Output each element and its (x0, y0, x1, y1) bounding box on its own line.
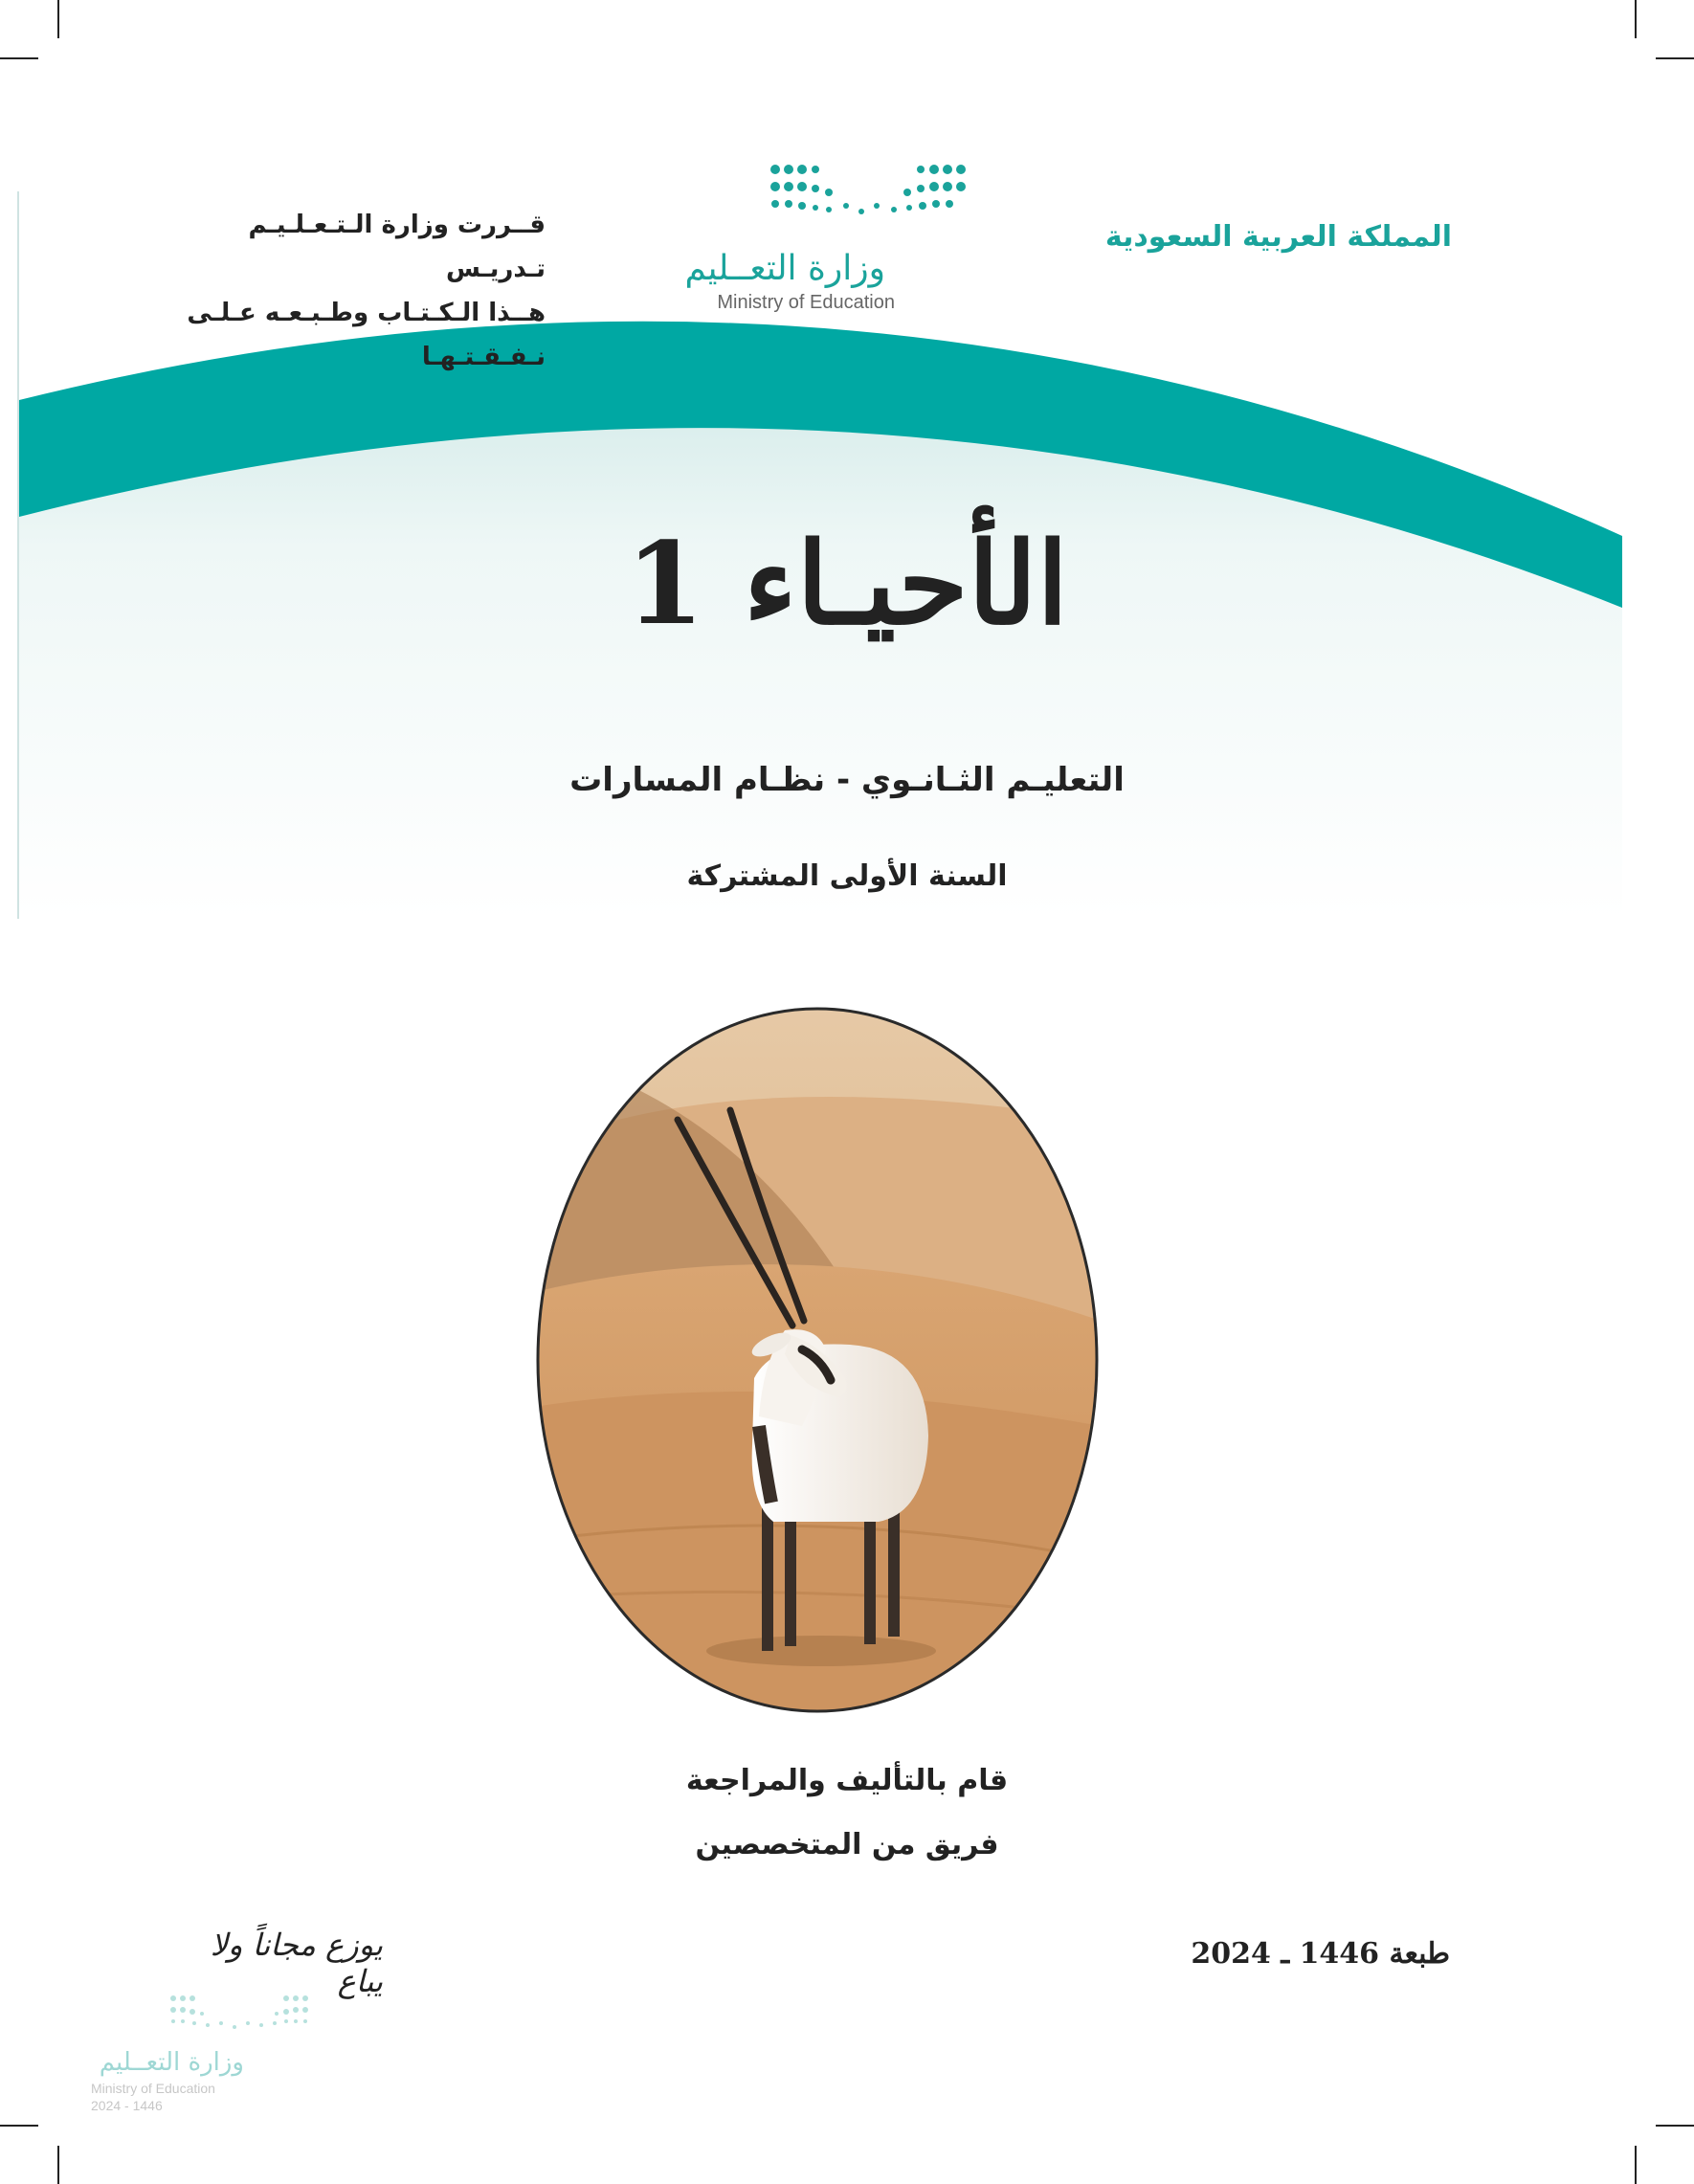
ministry-watermark (91, 1981, 321, 2153)
book-title: الأحيـاء 1 (625, 517, 1069, 650)
arabian-oryx-photo (534, 1005, 1101, 1715)
edition-label: طبعة 1446 ـ 2024 (1191, 1937, 1450, 1971)
watermark-year: 2024 - 1446 (91, 2098, 163, 2113)
watermark-dots-icon (167, 1991, 311, 2034)
ministry-name-english: Ministry of Education (717, 292, 895, 313)
watermark-english: Ministry of Education (91, 2081, 215, 2096)
book-subtitle: التعليـم الثـانـوي - نظـام المسارات (569, 761, 1125, 799)
approval-line-1: قــررت وزارة الـتـعـلـيـم تـدريـس (248, 211, 546, 283)
logo-dots-icon (766, 158, 976, 225)
approval-statement (163, 203, 546, 379)
free-distribution-note: يوزع مجاناً ولا يباع (210, 1927, 383, 1999)
credits-team: فريق من المتخصصين (695, 1828, 999, 1861)
credits-authored-by: قام بالتأليف والمراجعة (685, 1764, 1009, 1797)
crop-mark (1635, 2146, 1637, 2184)
ministry-logo (660, 158, 986, 330)
crop-mark (0, 2125, 38, 2127)
crop-mark (1656, 2125, 1694, 2127)
approval-line-2: هــذا الـكـتـاب وطـبـعـه عـلـى نـفـقـتـهـا (187, 299, 546, 371)
school-year: السنة الأولى المشتركة (686, 859, 1008, 893)
crop-mark (57, 2146, 59, 2184)
kingdom-name: المملكة العربية السعودية (1104, 220, 1452, 254)
ministry-name-arabic: وزارة التعــليم (684, 249, 885, 288)
watermark-arabic: وزارة التعــليم (99, 2048, 244, 2077)
